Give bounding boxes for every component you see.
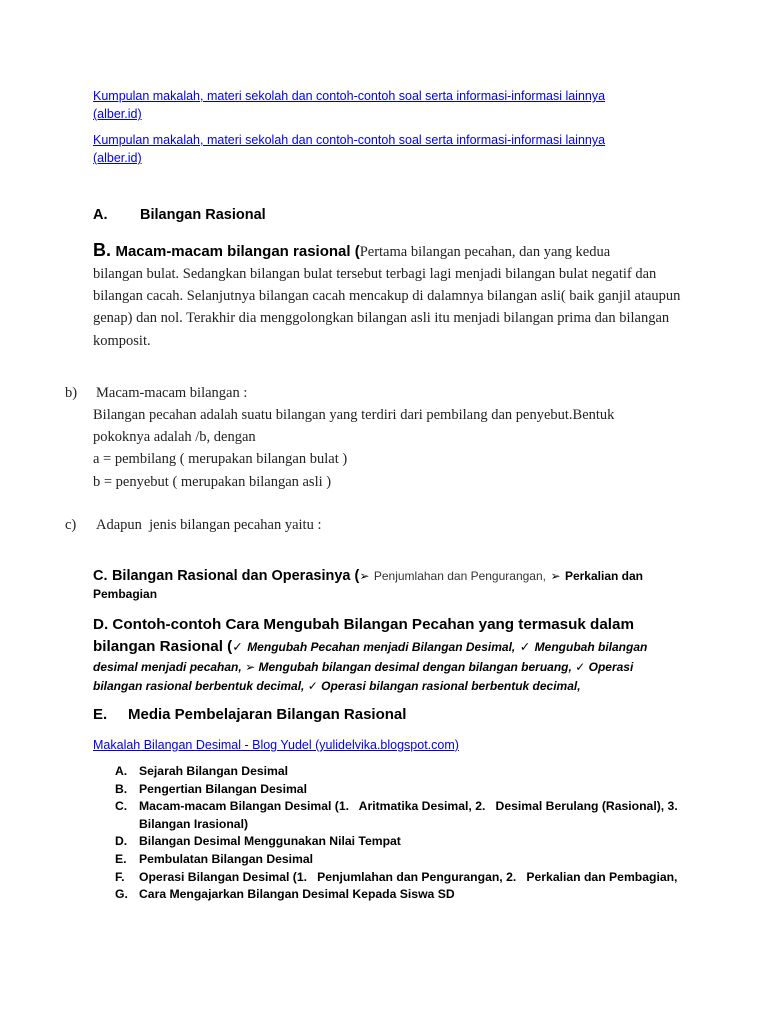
section-e-title: Media Pembelajaran Bilangan Rasional <box>128 706 407 723</box>
section-d-title-line-2: bilangan Rasional ( <box>93 638 233 655</box>
list-item <box>115 869 680 887</box>
list-item <box>115 851 680 869</box>
list-marker: A. <box>115 764 128 778</box>
list-item <box>115 781 680 799</box>
section-d-marker: D. <box>93 616 109 633</box>
list-marker: E. <box>115 851 127 866</box>
arrow-icon: ➢ <box>245 660 256 674</box>
list-item-text: Operasi Bilangan Desimal (1. Penjumlahan dan Pengurangan, 2. Perkalian dan Pembagian, <box>139 869 678 884</box>
section-d-item-3: Mengubah bilangan desimal dengan bilangan beruang, <box>258 660 572 674</box>
section-d-item-2a: Mengubah bilangan <box>534 640 648 654</box>
section-d-item-4a: Operasi <box>588 660 634 674</box>
item-b-line-4: b = penyebut ( merupakan bilangan asli ) <box>93 473 332 490</box>
item-b-body <box>93 404 713 493</box>
section-b-text-first: Pertama bilangan pecahan, dan yang kedua <box>359 244 611 260</box>
list-item <box>115 798 688 833</box>
section-d-title-line-1: Contoh-contoh Cara Mengubah Bilangan Pecahan yang termasuk dalam <box>112 616 634 633</box>
section-c-marker: C. <box>93 568 108 584</box>
section-b-title: Macam-macam bilangan rasional ( <box>115 243 360 260</box>
item-c-marker: c) <box>65 517 77 533</box>
desimal-list <box>115 763 688 904</box>
list-marker: D. <box>115 834 128 849</box>
section-d-item-5: Operasi bilangan rasional berbentuk decimal, <box>321 679 581 693</box>
item-c-title: Adapun jenis bilangan pecahan yaitu : <box>96 517 322 533</box>
item-b-line-3: a = pembilang ( merupakan bilangan bulat ) <box>93 451 348 468</box>
section-c-item-1: Penjumlahan dan Pengurangan, <box>373 569 546 583</box>
section-b <box>93 238 683 352</box>
alber-link-2[interactable]: Kumpulan makalah, materi sekolah dan contoh-contoh soal serta informasi-informasi lainnya (alber.id) <box>93 133 606 165</box>
list-item-text: Cara Mengajarkan Bilangan Desimal Kepada Siswa SD <box>139 887 455 902</box>
list-item-text: Macam-macam Bilangan Desimal (1. Aritmatika Desimal, 2. Desimal Berulang (Rasional), 3. Bilangan Irasional) <box>139 799 688 831</box>
section-c <box>93 566 693 604</box>
item-b-line-2: pokoknya adalah /b, dengan <box>93 429 256 446</box>
section-a-title: Bilangan Rasional <box>140 207 266 223</box>
section-d <box>93 614 693 696</box>
list-item <box>115 886 680 904</box>
section-b-marker: B. <box>93 240 111 260</box>
item-b-line-1: Bilangan pecahan adalah suatu bilangan yang terdiri dari pembilang dan penyebut.Bentuk <box>93 407 615 423</box>
list-marker: F. <box>115 869 125 884</box>
section-c-item-2: Perkalian dan <box>564 569 643 583</box>
check-icon: ✓ <box>232 640 243 654</box>
list-item-text: Sejarah Bilangan Desimal <box>139 764 289 778</box>
section-c-title: Bilangan Rasional dan Operasinya ( <box>111 568 360 584</box>
check-icon: ✓ <box>519 640 531 654</box>
list-marker: G. <box>115 887 128 902</box>
list-item <box>115 763 680 781</box>
list-marker: B. <box>115 781 128 796</box>
item-b-title: Macam-macam bilangan : <box>96 385 248 401</box>
alber-link-1[interactable]: Kumpulan makalah, materi sekolah dan contoh-contoh soal serta informasi-informasi lainnya (alber.id) <box>93 89 606 121</box>
section-d-item-4b: bilangan rasional berbentuk decimal, <box>93 679 305 693</box>
list-item <box>115 833 680 851</box>
arrow-icon: ➢ <box>359 569 370 583</box>
check-icon: ✓ <box>307 679 318 693</box>
arrow-icon: ➢ <box>550 569 561 583</box>
section-d-item-1: Mengubah Pecahan menjadi Bilangan Desimal, <box>247 640 516 654</box>
item-b-marker: b) <box>65 385 78 401</box>
list-item-text: Pembulatan Bilangan Desimal <box>139 851 314 866</box>
section-b-text: bilangan bulat. Sedangkan bilangan bulat tersebut terbagi lagi menjadi bilangan bulat negatif dan bilangan cacah. Selanjutnya bilangan cacah mencakup di dalamnya bilangan asli( baik ganjil ataupun genap) dan nol. Terakhir dia menggolongkan bilangan asli itu menjadi bilangan prima dan bilangan komposit. <box>93 266 681 349</box>
section-d-item-2b: desimal menjadi pecahan, <box>93 660 242 674</box>
list-item-text: Pengertian Bilangan Desimal <box>139 781 307 796</box>
section-c-item-2-cont: Pembagian <box>93 587 158 601</box>
list-marker: C. <box>115 799 128 814</box>
section-a-marker: A. <box>93 207 108 223</box>
blog-link[interactable]: Makalah Bilangan Desimal - Blog Yudel (yulidelvika.blogspot.com) <box>93 738 459 752</box>
section-e-marker: E. <box>93 706 108 723</box>
list-item-text: Bilangan Desimal Menggunakan Nilai Tempat <box>139 834 401 849</box>
check-icon: ✓ <box>575 660 586 674</box>
